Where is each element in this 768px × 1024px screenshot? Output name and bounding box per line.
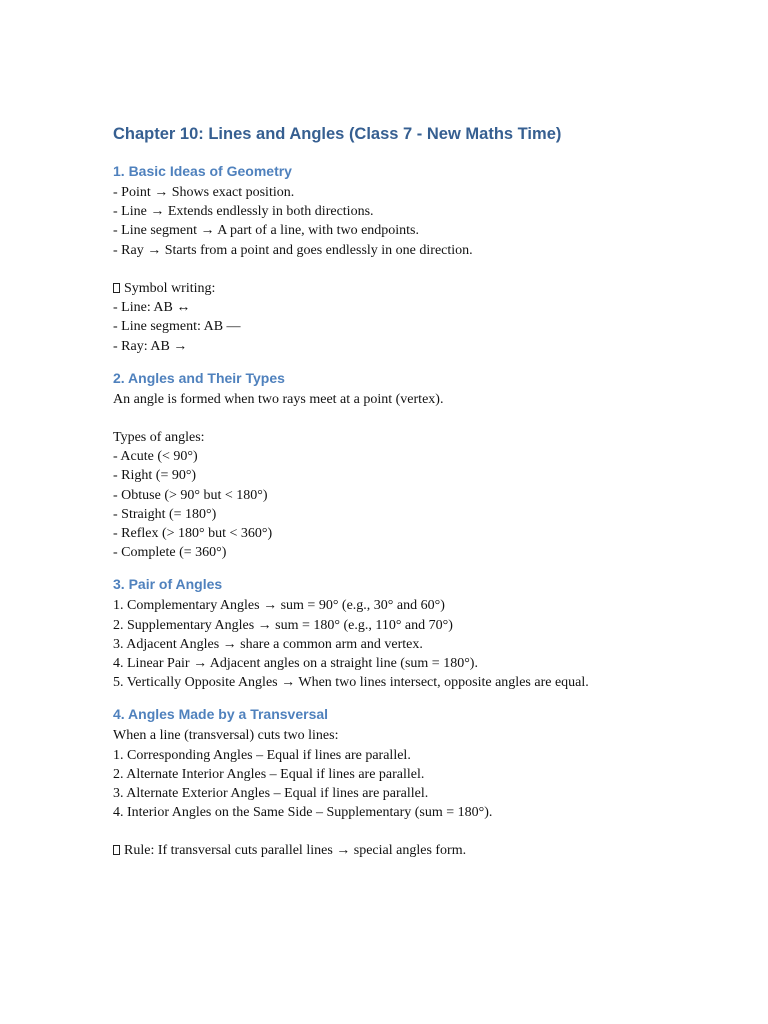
- text-line: - Ray: AB →: [113, 338, 188, 354]
- text-line: 5. Vertically Opposite Angles → When two lines intersect, opposite angles are equal.: [113, 675, 589, 691]
- text-line: 3. Alternate Exterior Angles – Equal if lines are parallel.: [113, 785, 429, 801]
- text-line: [113, 841, 733, 860]
- text-line: - Obtuse (> 90° but < 180°): [113, 487, 268, 503]
- text-line: 4. Interior Angles on the Same Side – Supplementary (sum = 180°).: [113, 805, 493, 821]
- text-line: - Complete (= 360°): [113, 545, 227, 561]
- text-line: - Line segment → A part of a line, with two endpoints.: [113, 223, 420, 239]
- section-heading: 1. Basic Ideas of Geometry: [113, 163, 292, 179]
- missing-glyph-icon: [113, 283, 120, 293]
- text-line: 1. Corresponding Angles – Equal if lines are parallel.: [113, 747, 411, 763]
- text-line: - Point → Shows exact position.: [113, 185, 295, 200]
- text-line: 3. Adjacent Angles → share a common arm and vertex.: [113, 636, 423, 652]
- missing-glyph-icon: [113, 845, 120, 855]
- section-heading: 4. Angles Made by a Transversal: [113, 706, 329, 723]
- text-line: - Line → Extends endlessly in both directions.: [113, 204, 374, 220]
- section-basic-ideas: [113, 161, 733, 356]
- page-title: Chapter 10: Lines and Angles (Class 7 - New Maths Time): [113, 125, 562, 143]
- text-line: 4. Linear Pair → Adjacent angles on a straight line (sum = 180°).: [113, 655, 478, 671]
- text-line: - Ray → Starts from a point and goes endlessly in one direction.: [113, 242, 473, 258]
- text-line: - Right (= 90°): [113, 468, 197, 484]
- text-line: - Line segment: AB —: [113, 319, 241, 335]
- section-angles-types: [113, 368, 733, 563]
- document-content: [113, 122, 733, 873]
- text-line: - Reflex (> 180° but < 360°): [113, 526, 273, 541]
- section-transversal: [113, 704, 733, 860]
- text-line: [113, 279, 733, 298]
- text-line: Types of angles:: [113, 430, 205, 446]
- section-pair-of-angles: [113, 574, 733, 692]
- text-line: 2. Supplementary Angles → sum = 180° (e.g., 110° and 70°): [113, 617, 453, 633]
- text-line: 1. Complementary Angles → sum = 90° (e.g., 30° and 60°): [113, 598, 445, 614]
- section-heading: 2. Angles and Their Types: [113, 369, 285, 386]
- text-line: - Straight (= 180°): [113, 506, 217, 522]
- blank-line: [113, 409, 733, 428]
- blank-line: [113, 260, 733, 279]
- text-line: When a line (transversal) cuts two lines:: [113, 728, 339, 744]
- symbol-writing-label: Symbol writing:: [124, 280, 216, 296]
- text-line: - Acute (< 90°): [113, 449, 198, 465]
- text-line: - Line: AB ↔: [113, 300, 191, 316]
- blank-line: [113, 822, 733, 841]
- rule-text: Rule: If transversal cuts parallel lines → special angles form.: [124, 843, 467, 859]
- section-heading: 3. Pair of Angles: [113, 576, 223, 593]
- text-line: An angle is formed when two rays meet at a point (vertex).: [113, 391, 444, 407]
- text-line: 2. Alternate Interior Angles – Equal if lines are parallel.: [113, 766, 425, 782]
